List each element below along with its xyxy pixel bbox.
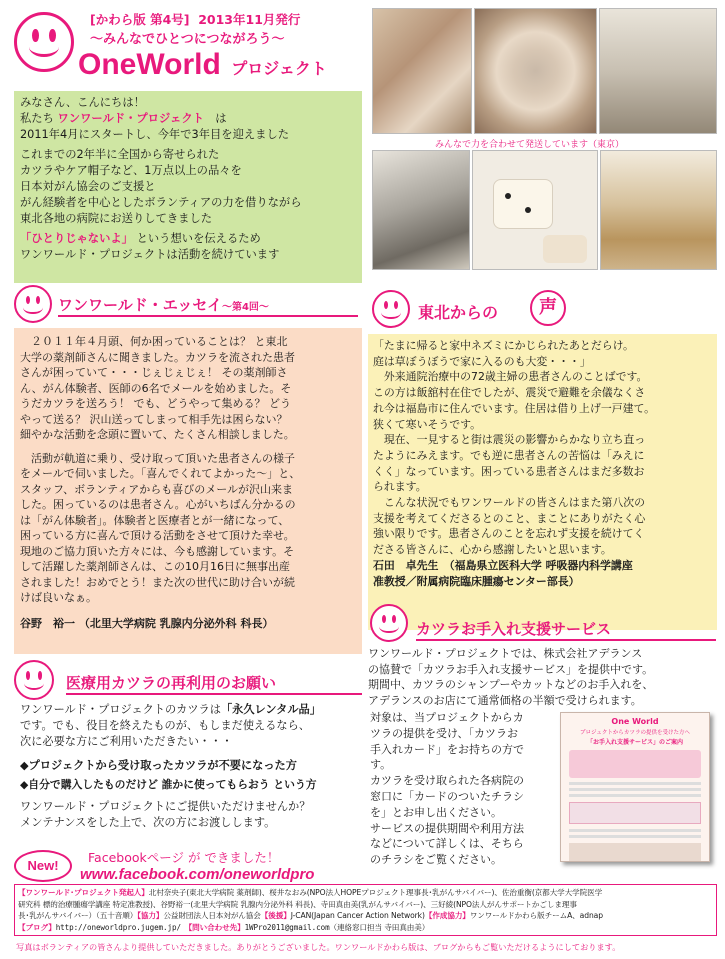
tohoku-title: 東北からの xyxy=(418,303,499,322)
footer-note: 写真はボランティアの皆さんより提供していただきました。ありがとうございました。ワンワールドかわら版は、ブログからもご覧いただけるようにしております。 xyxy=(16,942,621,952)
blog-link[interactable]: http://oneworldpro.jugem.jp/ xyxy=(55,922,181,932)
essay-title: ワンワールド・エッセイ～第4回～ xyxy=(58,296,269,314)
logo-text: OneWorld プロジェクト xyxy=(78,48,327,81)
service-flyer: One World プロジェクトからカツラの提供を受けた方へ 「お手入れ支援サービス」のご案内 xyxy=(560,712,710,862)
smile-logo-icon xyxy=(14,12,74,72)
reuse-body: ワンワールド・プロジェクトのカツラは「永久レンタル品」 です。でも、役目を終えたものが、もしまだ使えるなら、 次に必要な方にご利用いただきたい・・・ ◆プロジェクトから受け取ったカツラが不要になった方 ◆自分で購入したものだけど 誰かに使ってもらおう という方 ワンワールド・プロジェクトにご提供いただけませんか？ メンテナンスをした上で、次の方にお渡しします。 xyxy=(20,703,321,829)
slogan: ～みんなでひとつにつながろう～ xyxy=(90,32,285,47)
essay-smile-icon xyxy=(14,285,52,323)
photo-caption: みんなで力を合わせて発送しています（東京） xyxy=(435,140,625,150)
tohoku-author-2: 准教授／附属病院臨床腫瘍センター部長） xyxy=(373,574,580,588)
tohoku-author: 石田 卓先生 （福島県立医科大学 呼吸器内科学講座 xyxy=(373,558,633,572)
issue-label: [かわら版 第4号] 2013年11月発行 xyxy=(90,12,301,27)
contact-email[interactable]: 1WPro2011@gmail.com xyxy=(244,922,330,932)
photo-wigs xyxy=(372,8,472,134)
voice-badge: 声 xyxy=(530,290,566,326)
photo-hands-circle xyxy=(474,8,597,134)
photo-volunteers xyxy=(372,150,470,270)
service-body-narrow: 対象は、当プロジェクトからカ ツラの提供を受け、「カツラお 手入れカード」をお持ちの方で す。 カツラを受け取られた各病院の 窓口に「カードのついたチラシ を」とお申し出ください。 サービスの提供期間や利用方法 などについて詳しくは、そちら のチラシをご覧ください。 xyxy=(370,711,524,867)
footer-text: 【ワンワールド･プロジェクト発起人】北村奈央子(東北大学病院 薬剤師)、桜井なおみ(NPO法人HOPEプロジェクト理事長･乳がんサバイバー)、佐治重衡(京都大学大学院医学 研究科 標的治療腫瘍学講座 特定准教授)、谷野裕一(北里大学病院 乳腺内分泌外科 科長)、寺田真由美(乳がんサバイバー)、三好綾(NPO法人がんサポートかごしま理事 長･乳がんサバイバー）（五十音順）【協力】公益財団法人日本対がん協会【後援】J-CAN(Japan Cancer Action Network)【作成協力】ワンワールドかわら版チームA、adnap 【ブログ】http://oneworldpro.jugem.jp/ 【問い合わせ先】1WPro2011@gmail.com（連絡窓口担当 寺田真由美） xyxy=(18,888,603,932)
service-title: カツラお手入れ支援サービス xyxy=(416,620,612,638)
photo-caps xyxy=(472,150,598,270)
intro-text: みなさん、こんにちは！ 私たち ワンワールド・プロジェクト は 2011年4月にスタートし、今年で3年目を迎えました これまでの2年半に全国から寄せられた カツラやケア帽子など、1万点以上の品々を 日本対がん協会のご支援と がん経験者を中心としたボランティアの力を借りながら 東北各地の病院にお送りしてきました 「ひとりじゃないよ」 という想いを伝えるため ワンワールド・プロジェクトは活動を続けています xyxy=(20,96,302,262)
service-body: ワンワールド・プロジェクトでは、株式会社アデランス の協賛で「カツラお手入れ支援サービス」を提供中です。 期間中、カツラのシャンプーやカットなどのお手入れを、 アデランスのお店にて通常価格の半額で受けられます。 xyxy=(368,647,654,707)
tohoku-smile-icon xyxy=(372,290,410,328)
reuse-title: 医療用カツラの再利用のお願い xyxy=(66,674,277,692)
photo-office xyxy=(599,8,717,134)
essay-author: 谷野 裕一 （北里大学病院 乳腺内分泌外科 科長） xyxy=(20,616,274,630)
new-badge: New! xyxy=(14,850,72,882)
essay-body: ２０１１年４月頭、何か困っていることは？ と東北 大学の薬剤師さんに聞きました。カツラを流された患者 さんが困っていて・・・じぇじぇじぇ！ その薬剤師さ ん、がん体験者、医師の6名でメールを始めました。そ うだカツラを送ろう！ でも、どうやって集める？ どう やって送る？ 沢山送ってしまって相手先は困らない？ 細やかな活動を念頭に置いて、たくさん相談しました。 活動が軌道に乗り、受け取って頂いた患者さんの様子 をメールで伺いました。「喜んでくれてよかった～」と、 スタッフ、ボランティアからも喜びのメールが沢山来ま した。困っているのは患者さん。心がいちばん分かるの は「がん体験者」。体験者と医療者とが一緒になって、 困っている方に喜んで頂ける活動をさせて頂けた幸せ。 現地のご協力頂いた方々には、今も感謝しています。そ して活躍した薬剤師さんは、この10月16日に無事出産 されました！おめでとう！また次の世代に助け合いが続 けば良いなぁ。 谷野 裕一 （北里大学病院 乳腺内分泌外科 科長） xyxy=(20,334,360,631)
reuse-smile-icon xyxy=(14,660,54,700)
tohoku-body: 「たまに帰ると家中ネズミにかじられたあとだらけ。 庭は草ぼうぼうで家に入るのも大変・・・」 外来通院治療中の72歳主婦の患者さんのことばです。 この方は飯舘村在住でしたが、震災で避難を余儀なくさ れ今は福島市に住んでいます。住居は借り上げ一戸建て。 狭くて寒いそうです。 現在、一見すると街は震災の影響からかなり立ち直っ たようにみえます。でも逆に患者さんの苦悩は「みえに くく」なっています。困っている患者さんはまだ多数お られます。 こんな状況でもワンワールドの皆さんはまた第八次の 支援を考えてくださるとのこと、まことにありがたく心 強い限りです。患者さんのことを忘れず支援を続けてく ださる皆さんに、心から感謝したいと思います。 石田 卓先生 （福島県立医科大学 呼吸器内科学講座 准教授／附属病院臨床腫瘍センター部長） xyxy=(373,338,715,589)
facebook-link[interactable]: www.facebook.com/oneworldpro xyxy=(80,866,315,883)
photo-boxes xyxy=(600,150,717,270)
facebook-text: Facebookページ が できました！ xyxy=(88,850,280,865)
service-smile-icon xyxy=(370,604,408,642)
